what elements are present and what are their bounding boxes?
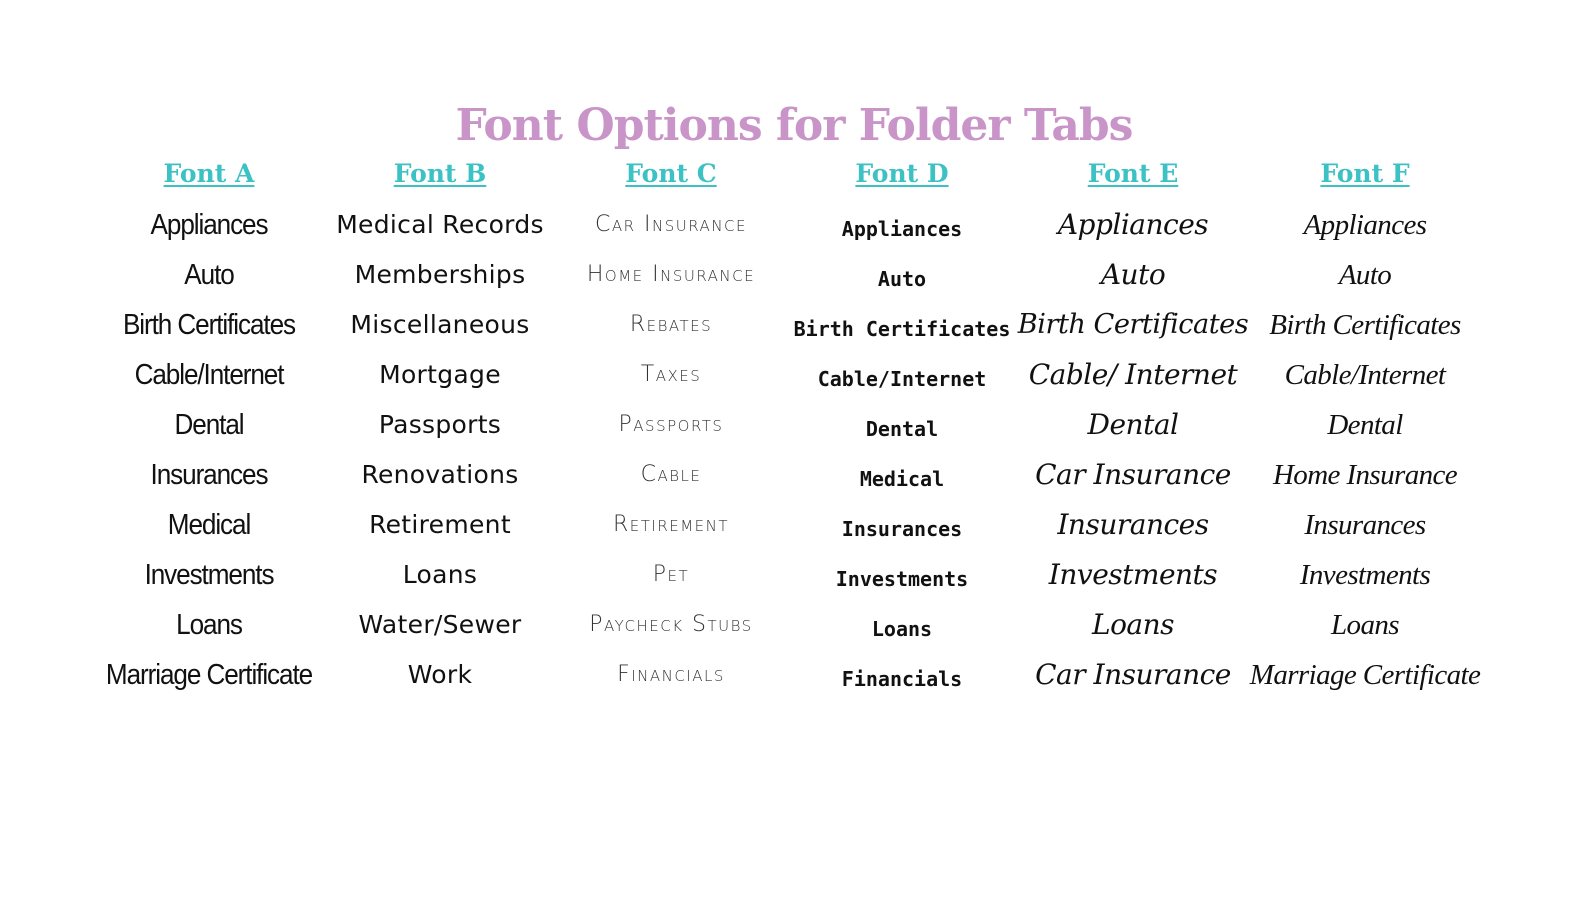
font-c-item: Retirement	[612, 512, 730, 537]
font-a-item: Dental	[174, 409, 244, 441]
font-a-list	[91, 200, 327, 700]
font-e-item: Insurances	[1057, 508, 1209, 541]
font-c-item: Passports	[618, 412, 724, 437]
font-d-column	[784, 152, 1020, 700]
font-f-item: Investments	[1299, 559, 1431, 591]
font-f-item: Birth Certificates	[1269, 309, 1461, 341]
font-a-item: Loans	[176, 609, 242, 641]
font-d-item: Loans	[871, 617, 933, 641]
font-d-item: Financials	[841, 667, 963, 691]
font-a-item: Insurances	[150, 459, 268, 491]
font-e-item: Car Insurance	[1035, 458, 1231, 491]
font-a-item: Investments	[144, 559, 274, 591]
font-a-item: Appliances	[150, 209, 268, 241]
font-d-item: Appliances	[841, 217, 963, 241]
font-c-item: Car Insurance	[595, 212, 747, 237]
font-e-item: Auto	[1100, 258, 1166, 291]
font-f-item: Cable/Internet	[1284, 359, 1446, 391]
font-d-header: Font D	[855, 159, 949, 188]
font-b-item: Medical Records	[336, 210, 544, 239]
font-e-list	[1015, 200, 1251, 700]
font-b-item: Work	[407, 660, 473, 689]
font-d-item: Medical	[859, 467, 945, 491]
font-f-list	[1247, 200, 1483, 700]
font-f-item: Marriage Certificate	[1249, 659, 1481, 691]
font-c-item: Pet	[652, 562, 690, 587]
font-d-item: Dental	[865, 417, 939, 441]
font-d-item: Auto	[877, 267, 927, 291]
font-f-item: Auto	[1338, 259, 1392, 291]
font-c-item: Home Insurance	[586, 262, 756, 287]
font-f-item: Appliances	[1303, 209, 1427, 241]
font-c-item: Paycheck Stubs	[589, 612, 753, 637]
font-b-item: Miscellaneous	[350, 310, 530, 339]
font-b-item: Retirement	[369, 510, 511, 539]
font-c-header: Font C	[625, 159, 717, 188]
font-e-item: Cable/ Internet	[1028, 358, 1238, 391]
font-e-item: Loans	[1091, 608, 1175, 641]
font-f-header: Font F	[1320, 159, 1410, 188]
font-e-header: Font E	[1087, 159, 1179, 188]
font-d-item: Cable/Internet	[817, 367, 987, 391]
font-d-item: Birth Certificates	[793, 317, 1011, 341]
font-b-header: Font B	[393, 159, 487, 188]
font-e-item: Investments	[1048, 558, 1218, 591]
font-b-item: Water/Sewer	[358, 610, 522, 639]
font-b-item: Loans	[402, 560, 478, 589]
font-e-item: Car Insurance	[1035, 658, 1231, 691]
font-e-column	[1015, 152, 1251, 700]
font-a-item: Birth Certificates	[122, 309, 296, 341]
font-c-item: Financials	[617, 662, 725, 687]
font-e-item: Dental	[1087, 408, 1179, 441]
font-f-item: Loans	[1331, 609, 1399, 641]
font-a-column	[91, 152, 327, 700]
font-b-item: Renovations	[361, 460, 519, 489]
font-d-item: Insurances	[841, 517, 963, 541]
font-a-item: Marriage Certificate	[105, 659, 313, 691]
font-e-item: Appliances	[1057, 208, 1209, 241]
font-c-list	[553, 200, 789, 700]
font-a-item: Auto	[184, 259, 234, 291]
font-c-column	[553, 152, 789, 700]
font-c-item: Taxes	[640, 362, 702, 387]
font-d-item: Investments	[835, 567, 969, 591]
font-f-item: Dental	[1327, 409, 1403, 441]
font-b-item: Passports	[378, 410, 502, 439]
font-a-item: Medical	[167, 509, 251, 541]
font-b-list	[322, 200, 558, 700]
font-b-column	[322, 152, 558, 700]
font-d-list	[784, 200, 1020, 700]
font-f-item: Home Insurance	[1272, 459, 1458, 491]
font-a-header: Font A	[163, 159, 255, 188]
font-f-column	[1247, 152, 1483, 700]
font-b-item: Memberships	[354, 260, 526, 289]
font-c-item: Cable	[640, 462, 702, 487]
font-e-item: Birth Certificates	[1017, 309, 1249, 340]
font-a-item: Cable/Internet	[134, 359, 284, 391]
font-f-item: Insurances	[1304, 509, 1426, 541]
page-title: Font Options for Folder Tabs	[455, 100, 1133, 151]
font-b-item: Mortgage	[379, 360, 501, 389]
font-c-item: Rebates	[629, 312, 713, 337]
